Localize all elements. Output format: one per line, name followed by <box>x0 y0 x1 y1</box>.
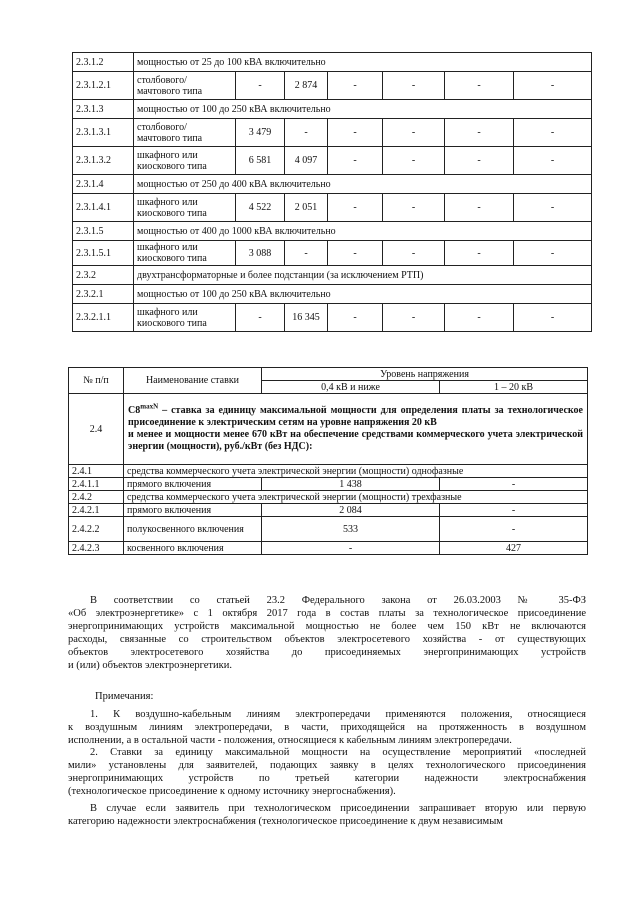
table-row <box>73 53 592 72</box>
text-line: расходы, связанные со строительством объектов электросетевого хозяйства - от существующих <box>68 634 586 645</box>
row-code: 2.4.2.2 <box>69 517 124 542</box>
row-label: средства коммерческого учета электрической энергии (мощности) трехфазные <box>124 491 588 504</box>
value-cell: - <box>328 72 383 100</box>
row-code: 2.3.2.1 <box>73 285 134 304</box>
text-line: В случае если заявитель при технологическом присоединении запрашивает вторую или первую <box>90 803 586 814</box>
value-cell: 3 088 <box>236 241 285 266</box>
rate-symbol: С8 <box>128 405 141 416</box>
row-label: прямого включения <box>124 478 262 491</box>
value-cell-mid-voltage: - <box>440 478 588 491</box>
table-row <box>73 147 592 175</box>
value-cell: 16 345 <box>285 304 328 332</box>
value-cell-low-voltage: 533 <box>262 517 440 542</box>
value-cell-low-voltage: - <box>262 542 440 555</box>
table-row <box>73 72 592 100</box>
text-line: (технологическое присоединение к одному источнику энергоснабжения). <box>68 786 396 797</box>
value-cell: - <box>514 72 592 100</box>
value-cell: - <box>445 304 514 332</box>
note-1 <box>68 708 586 747</box>
text-line: В соответствии со статьей 23.2 Федерального закона от 26.03.2003 № 35-ФЗ <box>90 595 586 606</box>
row-label: шкафного или киоскового типа <box>134 241 236 266</box>
rate-superscript: maxN <box>140 402 159 411</box>
row-label: шкафного или киоскового типа <box>134 147 236 175</box>
row-label: столбового/ мачтового типа <box>134 72 236 100</box>
row-code: 2.3.1.3.2 <box>73 147 134 175</box>
value-cell-mid-voltage: - <box>440 504 588 517</box>
table-row <box>69 517 588 542</box>
law-reference-paragraph <box>68 594 586 672</box>
table-row <box>69 478 588 491</box>
row-label: косвенного включения <box>124 542 262 555</box>
text-line: категорию надежности электроснабжения (технологическое присоединение к двум независимым <box>68 816 503 827</box>
row-label: мощностью от 25 до 100 кВА включительно <box>134 53 592 72</box>
col-name-header: Наименование ставки <box>124 368 262 394</box>
row-label: шкафного или киоскового типа <box>134 304 236 332</box>
table-row <box>73 241 592 266</box>
row-label: мощностью от 100 до 250 кВА включительно <box>134 285 592 304</box>
row-label: мощностью от 100 до 250 кВА включительно <box>134 100 592 119</box>
rate-text-a: – ставка за единицу максимальной мощности для определения платы за технологическое присоединение к электрическим сетям на уровне напряжения 20 кВ <box>128 405 583 428</box>
row-code: 2.3.1.4.1 <box>73 194 134 222</box>
col-level-header: Уровень напряжения <box>262 368 588 381</box>
col-voltage-mid-header: 1 – 20 кВ <box>440 381 588 394</box>
table-row <box>73 304 592 332</box>
notes-title: Примечания: <box>95 691 154 702</box>
note-2 <box>68 746 586 798</box>
value-cell: - <box>514 304 592 332</box>
text-line: 1. К воздушно-кабельным линиям электропередачи применяются положения, относящиеся <box>90 709 586 720</box>
value-cell: - <box>445 72 514 100</box>
table-row <box>73 266 592 285</box>
row-label: столбового/ мачтового типа <box>134 119 236 147</box>
value-cell: - <box>445 241 514 266</box>
text-line: к воздушным линиям электропередачи, в части, приходящейся на протяженность в воздушном <box>68 722 586 733</box>
value-cell: - <box>383 194 445 222</box>
row-code: 2.3.2.1.1 <box>73 304 134 332</box>
value-cell: - <box>514 194 592 222</box>
value-cell: - <box>285 241 328 266</box>
text-line: «Об электроэнергетике» с 1 октября 2017 года в состав платы за технологическое присоединение <box>68 608 586 619</box>
value-cell: - <box>514 241 592 266</box>
row-code: 2.3.1.3.1 <box>73 119 134 147</box>
table-row <box>73 100 592 119</box>
table-row <box>73 194 592 222</box>
value-cell: - <box>236 72 285 100</box>
value-cell: 4 097 <box>285 147 328 175</box>
value-cell: - <box>328 119 383 147</box>
table-row <box>69 491 588 504</box>
row-code: 2.4.2.1 <box>69 504 124 517</box>
row-code: 2.3.1.5 <box>73 222 134 241</box>
row-code: 2.3.1.2 <box>73 53 134 72</box>
col-no-header: № п/п <box>69 368 124 394</box>
text-line: 2. Ставки за единицу максимальной мощности на осуществление мероприятий «последней <box>90 747 586 758</box>
text-line: и (или) объектов электроэнергетики. <box>68 660 232 671</box>
row-label: мощностью от 250 до 400 кВА включительно <box>134 175 592 194</box>
row-code: 2.3.1.2.1 <box>73 72 134 100</box>
value-cell: 4 522 <box>236 194 285 222</box>
row-code: 2.4.1 <box>69 465 124 478</box>
table-row <box>73 119 592 147</box>
row-label: полукосвенного включения <box>124 517 262 542</box>
value-cell: - <box>383 304 445 332</box>
text-line: исполнении, а в остальной части - положения, относящиеся к кабельным линиям электропередачи. <box>68 735 512 746</box>
table-row <box>69 465 588 478</box>
value-cell: - <box>445 194 514 222</box>
value-cell: - <box>445 119 514 147</box>
value-cell: - <box>328 241 383 266</box>
tariff-table-substations <box>72 52 592 332</box>
row-label: двухтрансформаторные и более подстанции (за исключением РТП) <box>134 266 592 285</box>
value-cell: 2 874 <box>285 72 328 100</box>
value-cell: - <box>236 304 285 332</box>
value-cell-low-voltage: 2 084 <box>262 504 440 517</box>
tariff-table-metering <box>68 367 588 555</box>
row-code: 2.3.1.5.1 <box>73 241 134 266</box>
value-cell: - <box>383 241 445 266</box>
row-code: 2.4.2.3 <box>69 542 124 555</box>
row-code: 2.4.2 <box>69 491 124 504</box>
value-cell: - <box>328 194 383 222</box>
value-cell: - <box>383 147 445 175</box>
table-row <box>69 504 588 517</box>
value-cell-mid-voltage: 427 <box>440 542 588 555</box>
text-line: энергопринимающих устройств по третьей категории надежности электроснабжения <box>68 773 586 784</box>
row-code: 2.3.1.3 <box>73 100 134 119</box>
rate-text-b: и менее и мощности менее 670 кВт на обеспечение средствами коммерческого учета электрической энергии (мощности), руб./кВт (без НДС): <box>128 429 583 452</box>
row-code: 2.3.2 <box>73 266 134 285</box>
value-cell: 3 479 <box>236 119 285 147</box>
row-label: мощностью от 400 до 1000 кВА включительно <box>134 222 592 241</box>
value-cell: - <box>328 147 383 175</box>
text-line: энергопринимающих устройств максимальной мощностью не более чем 150 кВт не включаются <box>68 621 586 632</box>
rate-c8-description <box>124 394 588 465</box>
text-line: объектов электросетевого хозяйства до присоединяемых энергопринимающих устройств <box>68 647 586 658</box>
value-cell: - <box>514 119 592 147</box>
value-cell: - <box>383 72 445 100</box>
value-cell-mid-voltage: - <box>440 517 588 542</box>
row-code: 2.4.1.1 <box>69 478 124 491</box>
table-row <box>73 222 592 241</box>
note-3 <box>68 802 586 828</box>
row-label: средства коммерческого учета электрической энергии (мощности) однофазные <box>124 465 588 478</box>
value-cell: - <box>383 119 445 147</box>
value-cell: - <box>445 147 514 175</box>
value-cell-low-voltage: 1 438 <box>262 478 440 491</box>
table-row <box>73 175 592 194</box>
value-cell: - <box>285 119 328 147</box>
value-cell: - <box>514 147 592 175</box>
text-line: мили» установлены для заявителей, подающих заявку в целях технологического присоединения <box>68 760 586 771</box>
value-cell: - <box>328 304 383 332</box>
row-label: шкафного или киоскового типа <box>134 194 236 222</box>
value-cell: 2 051 <box>285 194 328 222</box>
row-code: 2.3.1.4 <box>73 175 134 194</box>
value-cell: 6 581 <box>236 147 285 175</box>
table-row <box>69 542 588 555</box>
row-code: 2.4 <box>69 394 124 465</box>
table-row <box>73 285 592 304</box>
col-voltage-low-header: 0,4 кВ и ниже <box>262 381 440 394</box>
row-label: прямого включения <box>124 504 262 517</box>
